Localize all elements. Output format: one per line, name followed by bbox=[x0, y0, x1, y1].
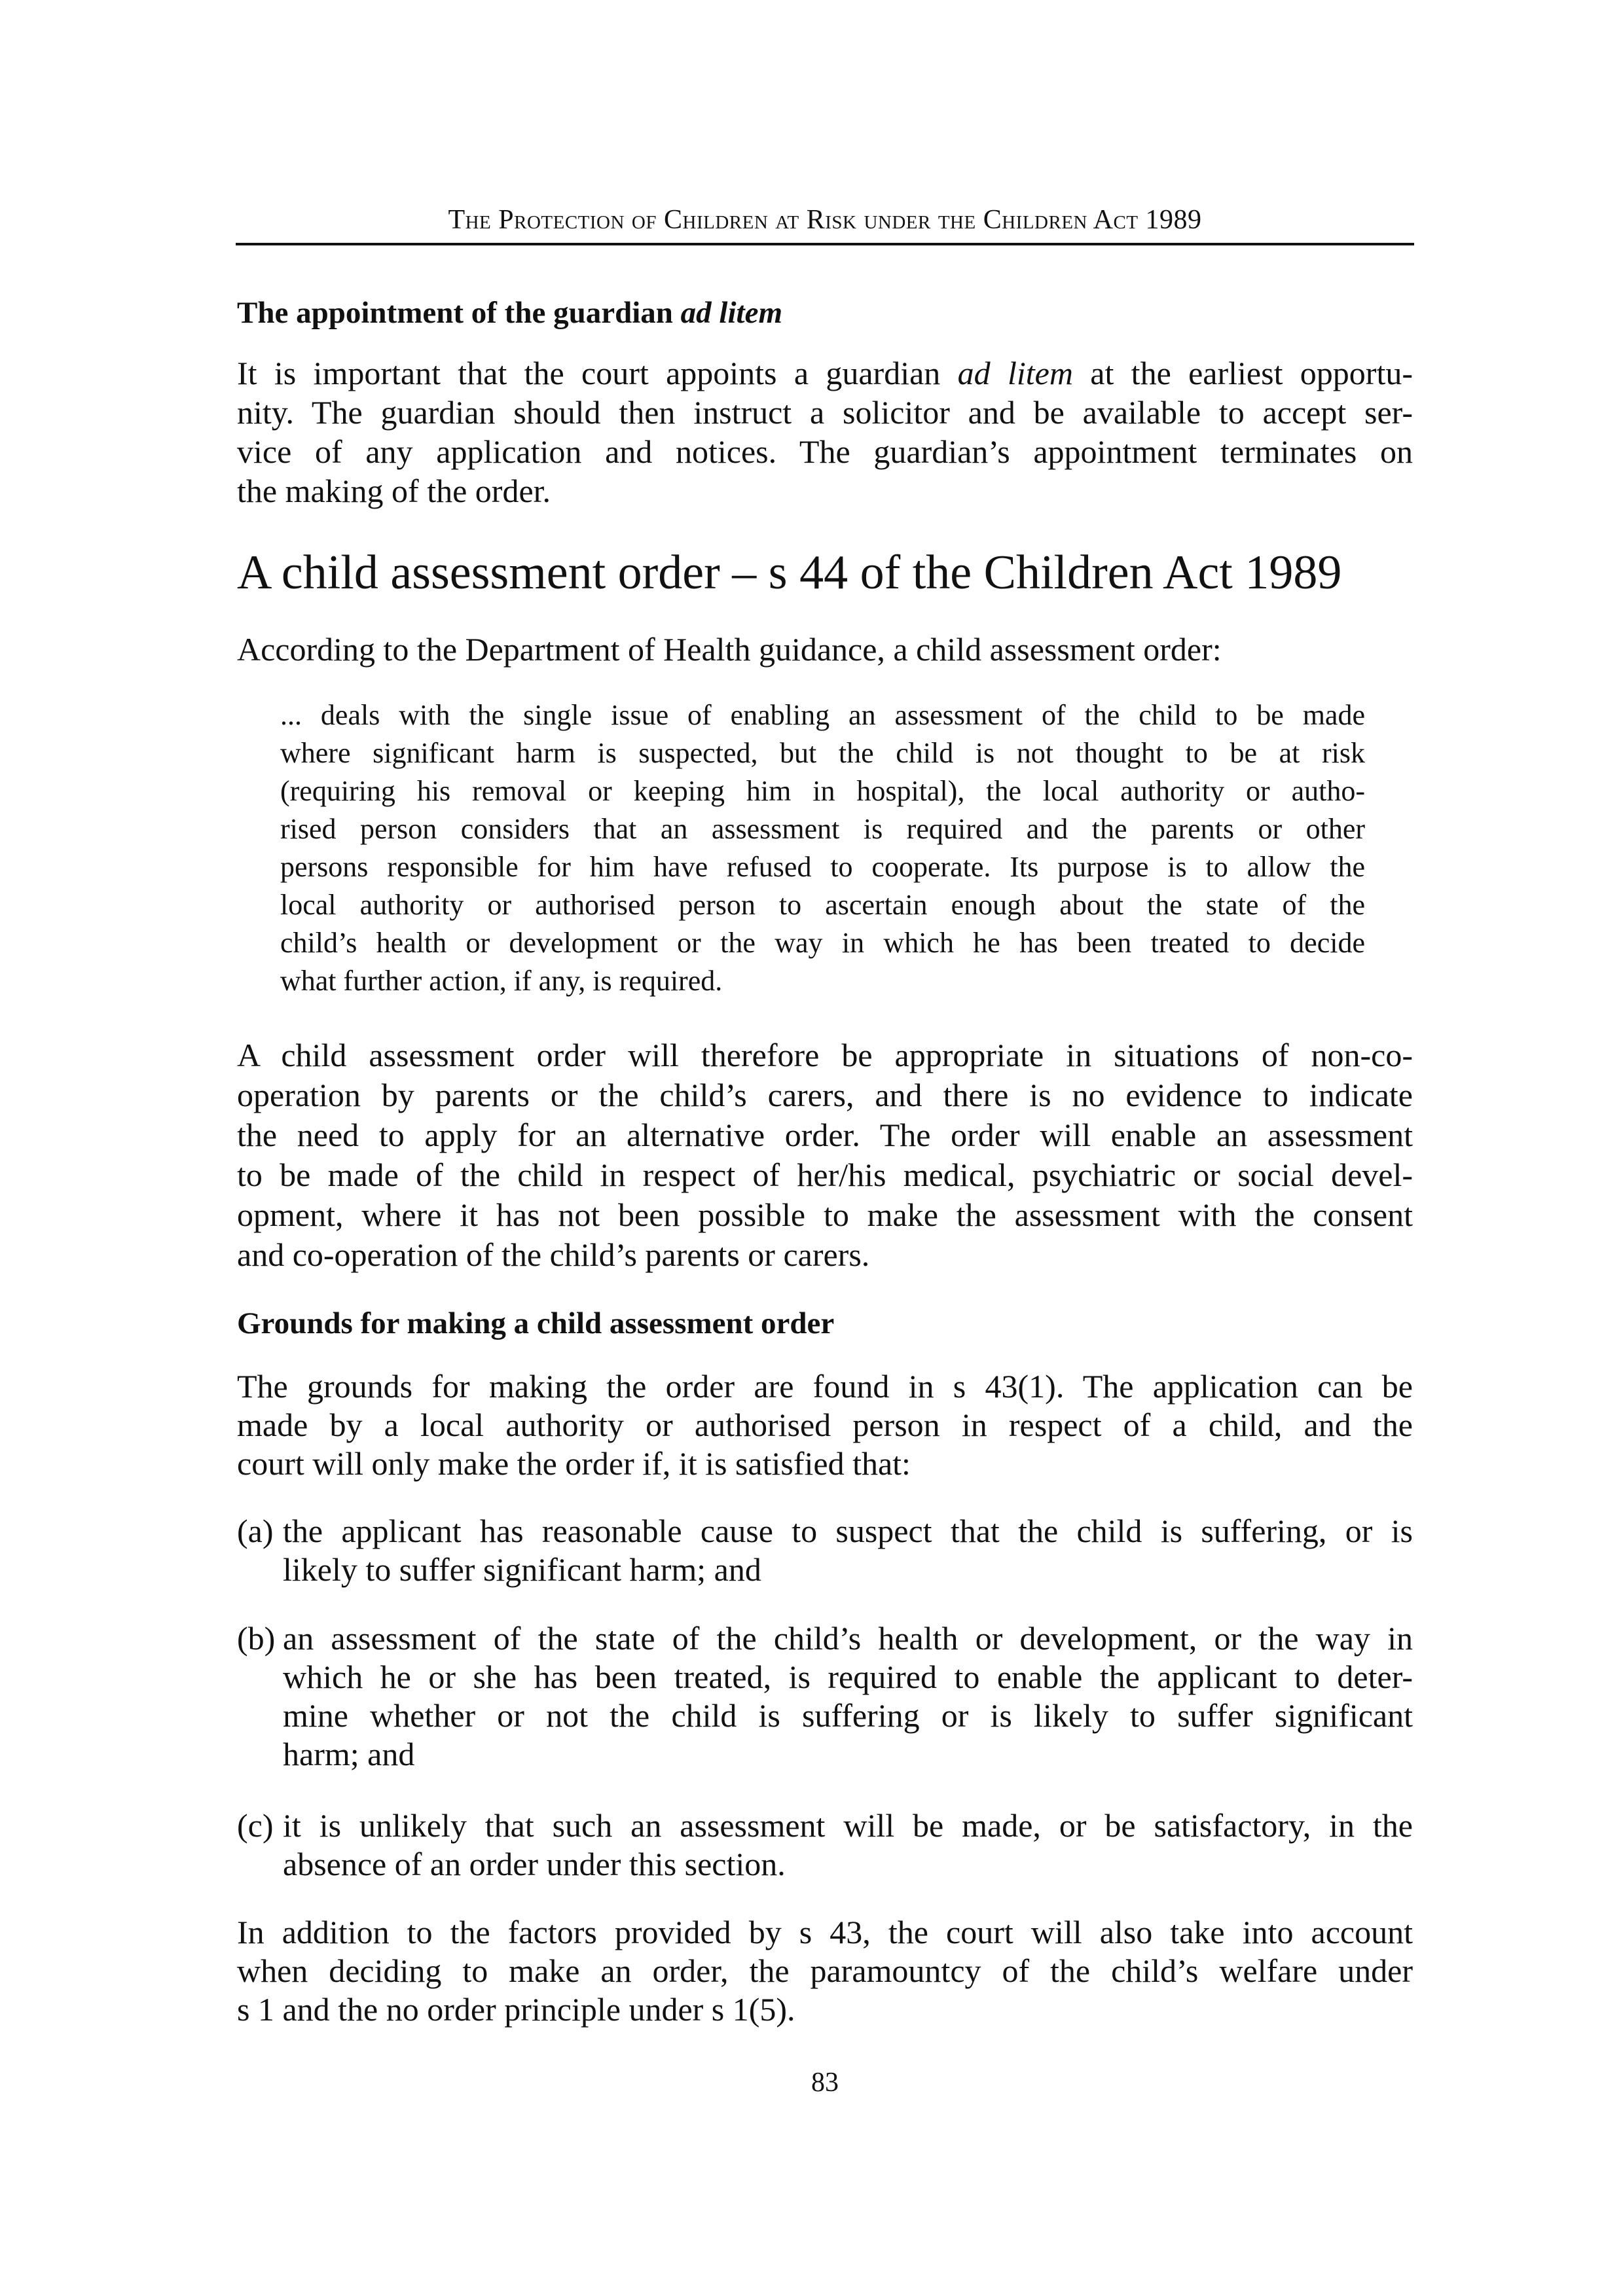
list-item-b bbox=[283, 1619, 1413, 1774]
text-line: harm; and bbox=[283, 1736, 415, 1772]
list-label-c: (c) bbox=[237, 1807, 274, 1844]
text-line: s 1 and the no order principle under s 1(5). bbox=[237, 1991, 795, 2028]
paragraph-guardian bbox=[237, 353, 1413, 511]
text-line: absence of an order under this section. bbox=[283, 1846, 786, 1882]
text-line: rised person considers that an assessment is required and the parents or other bbox=[280, 813, 1365, 845]
chapter-heading: A child assessment order – s 44 of the Children Act 1989 bbox=[237, 546, 1342, 600]
text-line: local authority or authorised person to ascertain enough about the state of the bbox=[280, 889, 1365, 921]
text-line: ... deals with the single issue of enabling an assessment of the child to be made bbox=[280, 699, 1365, 731]
text-line: In addition to the factors provided by s 43, the court will also take into account bbox=[237, 1914, 1413, 1950]
section-heading-guardian bbox=[237, 293, 782, 332]
text-line: A child assessment order will therefore be appropriate in situations of non-co- bbox=[237, 1037, 1413, 1073]
text-line: operation by parents or the child’s carers, and there is no evidence to indicate bbox=[237, 1077, 1413, 1113]
list-item-c bbox=[283, 1806, 1413, 1884]
list-item-a bbox=[283, 1512, 1413, 1589]
text-line: to be made of the child in respect of her/his medical, psychiatric or social devel- bbox=[237, 1157, 1413, 1193]
text-line: vice of any application and notices. The guardian’s appointment terminates on bbox=[237, 433, 1413, 470]
text-line: what further action, if any, is required. bbox=[280, 965, 723, 997]
text-line: where significant harm is suspected, but the child is not thought to be at risk bbox=[280, 737, 1365, 769]
section-heading-grounds: Grounds for making a child assessment order bbox=[237, 1306, 835, 1340]
text-line: child’s health or development or the way in which he has been treated to decide bbox=[280, 927, 1365, 959]
header-rule bbox=[236, 243, 1414, 245]
text-line: According to the Department of Health guidance, a child assessment order: bbox=[237, 631, 1222, 668]
text-line: nity. The guardian should then instruct a solicitor and be available to accept ser- bbox=[237, 394, 1413, 431]
block-quote bbox=[280, 696, 1365, 1000]
text-line bbox=[237, 353, 1413, 393]
text-run: at the earliest opportu- bbox=[1072, 355, 1413, 391]
text-line: court will only make the order if, it is satisfied that: bbox=[237, 1445, 911, 1482]
paragraph-closing bbox=[237, 1913, 1413, 2029]
text-run: The appointment of the guardian bbox=[237, 296, 681, 330]
text-run: It is important that the court appoints a guardian bbox=[237, 355, 958, 391]
text-line: persons responsible for him have refused to cooperate. Its purpose is to allow the bbox=[280, 851, 1365, 883]
text-line: likely to suffer significant harm; and bbox=[283, 1551, 761, 1588]
text-line: opment, where it has not been possible to make the assessment with the consent bbox=[237, 1196, 1413, 1233]
italic-text: ad litem bbox=[957, 355, 1073, 391]
page-number: 83 bbox=[811, 2068, 839, 2098]
text-line: it is unlikely that such an assessment will be made, or be satisfactory, in the bbox=[283, 1807, 1413, 1844]
text-line: The grounds for making the order are found in s 43(1). The application can be bbox=[237, 1368, 1413, 1405]
text-line: and co-operation of the child’s parents or carers. bbox=[237, 1236, 870, 1273]
text-line: the applicant has reasonable cause to suspect that the child is suffering, or is bbox=[283, 1513, 1413, 1549]
text-line: an assessment of the state of the child’s health or development, or the way in bbox=[283, 1620, 1413, 1657]
list-label-a: (a) bbox=[237, 1513, 274, 1549]
text-line: made by a local authority or authorised person in respect of a child, and the bbox=[237, 1407, 1413, 1443]
text-line: the need to apply for an alternative order. The order will enable an assessment bbox=[237, 1117, 1413, 1153]
running-header: The Protection of Children at Risk under the Children Act 1989 bbox=[448, 205, 1202, 235]
paragraph-intro bbox=[237, 630, 1413, 669]
text-line: mine whether or not the child is suffering or is likely to suffer significant bbox=[283, 1697, 1413, 1734]
text-line: when deciding to make an order, the paramountcy of the child’s welfare under bbox=[237, 1952, 1413, 1989]
text-line: which he or she has been treated, is required to enable the applicant to deter- bbox=[283, 1659, 1413, 1695]
paragraph-grounds bbox=[237, 1367, 1413, 1483]
text-line: (requiring his removal or keeping him in hospital), the local authority or autho- bbox=[280, 775, 1365, 807]
list-label-b: (b) bbox=[237, 1620, 276, 1657]
paragraph-appropriate bbox=[237, 1035, 1413, 1275]
text-line: the making of the order. bbox=[237, 473, 551, 509]
italic-text: ad litem bbox=[680, 296, 783, 330]
